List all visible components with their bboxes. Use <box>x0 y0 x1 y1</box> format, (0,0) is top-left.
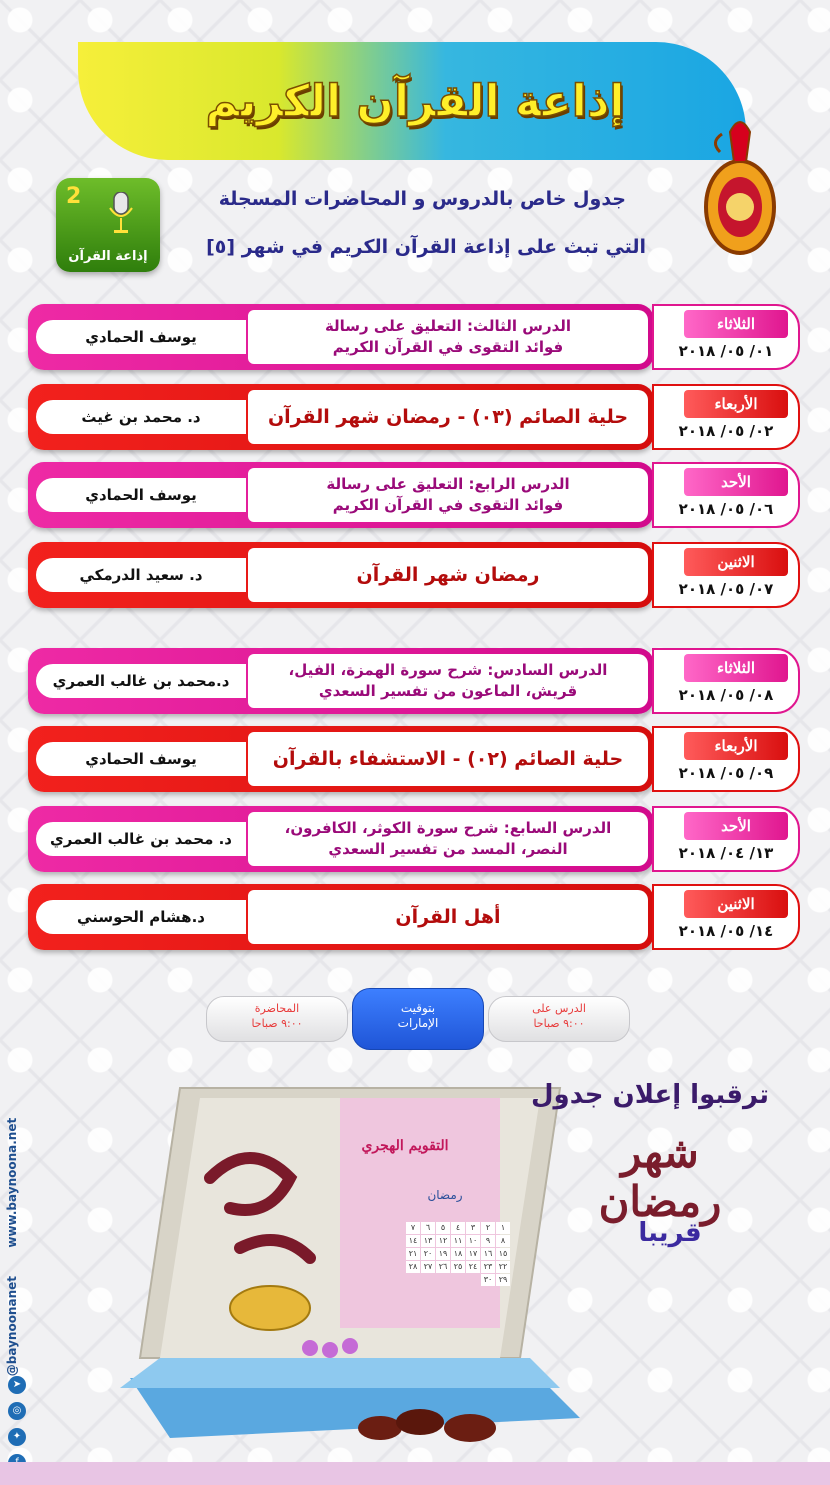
topic-line: فوائد التقوى في القرآن الكريم <box>332 496 564 514</box>
day-name: الثلاثاء <box>684 654 788 682</box>
topic-line: حلية الصائم (٠٣) - رمضان شهر القرآن <box>267 405 629 428</box>
lesson-topic <box>248 654 648 708</box>
day-name: الثلاثاء <box>684 310 788 338</box>
speaker-name: د.محمد بن غالب العمري <box>36 664 246 698</box>
topic-line: فوائد التقوى في القرآن الكريم <box>332 338 564 356</box>
day-name: الاثنين <box>684 548 788 576</box>
day-name: الأربعاء <box>684 390 788 418</box>
calendar-day: ١٩ <box>436 1248 450 1260</box>
speaker-name: يوسف الحمادي <box>36 478 246 512</box>
calendar-day: ١٦ <box>481 1248 495 1260</box>
lesson-topic <box>248 390 648 444</box>
calendar-day: ٣ <box>466 1222 480 1234</box>
calendar-month: رمضان <box>427 1188 463 1202</box>
lesson-topic <box>248 310 648 364</box>
speaker-name: د. محمد بن غالب العمري <box>36 822 246 856</box>
subtitle-line-2: التي تبث على إذاعة القرآن الكريم في شهر [٥] <box>206 236 646 258</box>
topic-line: الدرس السابع: شرح سورة الكوثر، الكافرون، <box>284 819 612 837</box>
calendar-day: ٢ <box>481 1222 495 1234</box>
lesson-time: ٩:٠٠ صباحا <box>533 1017 585 1030</box>
calendar-day: ٢٣ <box>481 1261 495 1273</box>
calendar-day: ٥ <box>436 1222 450 1234</box>
schedule-row <box>28 304 800 370</box>
day-name: الأحد <box>684 812 788 840</box>
topic-line: الدرس السادس: شرح سورة الهمزة، الفيل، <box>288 661 608 679</box>
date: ٠٢/ ٠٥/ ٢٠١٨ <box>678 422 774 440</box>
day-box <box>652 304 800 370</box>
calendar-day: ١٠ <box>466 1235 480 1247</box>
calendar-illustration <box>120 1058 580 1448</box>
date: ٠١/ ٠٥/ ٢٠١٨ <box>678 342 774 360</box>
date: ٠٧/ ٠٥/ ٢٠١٨ <box>678 580 774 598</box>
lesson-topic <box>248 468 648 522</box>
calendar-day: ١٨ <box>451 1248 465 1260</box>
day-name: الاثنين <box>684 890 788 918</box>
calendar-day: ٢٧ <box>421 1261 435 1273</box>
day-name: الأحد <box>684 468 788 496</box>
calendar-day: ١٣ <box>421 1235 435 1247</box>
calendar-day: ٣٠ <box>481 1274 495 1286</box>
row-card <box>28 542 654 608</box>
row-card <box>28 648 654 714</box>
schedule-row <box>28 542 800 608</box>
calendar-day: ٤ <box>451 1222 465 1234</box>
date: ٠٩/ ٠٥/ ٢٠١٨ <box>678 764 774 782</box>
topic-line: رمضان شهر القرآن <box>356 563 540 586</box>
calendar-day: ٦ <box>421 1222 435 1234</box>
calendar-day: ٢٢ <box>496 1261 510 1273</box>
timezone-line-1: بتوقيت <box>400 1001 436 1015</box>
topic-line: حلية الصائم (٠٢) - الاستشفاء بالقرآن <box>272 747 624 770</box>
promo-line-3: قريبا <box>638 1218 702 1248</box>
day-name: الأربعاء <box>684 732 788 760</box>
lesson-topic <box>248 732 648 786</box>
schedule-row <box>28 726 800 792</box>
calendar-title: التقويم الهجري <box>361 1138 449 1154</box>
promo-line-1: ترقبوا إعلان جدول <box>531 1080 769 1110</box>
row-card <box>28 806 654 872</box>
lesson-topic <box>248 812 648 866</box>
lesson-topic <box>248 548 648 602</box>
timezone-pill <box>352 988 484 1050</box>
date: ٠٨/ ٠٥/ ٢٠١٨ <box>678 686 774 704</box>
subtitle-line-1: جدول خاص بالدروس و المحاضرات المسجلة <box>218 188 626 210</box>
calendar-day: ٢٩ <box>496 1274 510 1286</box>
calendar-day: ٢٦ <box>436 1261 450 1273</box>
calendar-day: ٩ <box>481 1235 495 1247</box>
footer-bar <box>0 1462 830 1485</box>
speaker-name: د. محمد بن غيث <box>36 400 246 434</box>
schedule-row <box>28 648 800 714</box>
lecture-time: ٩:٠٠ صباحا <box>251 1017 303 1030</box>
lesson-label: الدرس على <box>532 1002 586 1015</box>
page-title: إذاعة القرآن الكريم <box>205 76 625 127</box>
schedule-row <box>28 462 800 528</box>
day-box <box>652 542 800 608</box>
promo-line-2: شهر رمضان <box>598 1128 722 1226</box>
day-box <box>652 726 800 792</box>
calendar-day: ١١ <box>451 1235 465 1247</box>
row-card <box>28 462 654 528</box>
date: ١٣/ ٠٤/ ٢٠١٨ <box>678 844 774 862</box>
topic-line: الدرس الرابع: التعليق على رسالة <box>326 475 570 493</box>
topic-line: النصر، المسد من تفسير السعدي <box>328 840 568 858</box>
speaker-name: د.هشام الحوسني <box>36 900 246 934</box>
lesson-topic <box>248 890 648 944</box>
calendar-day: ٢٨ <box>406 1261 420 1273</box>
row-card <box>28 384 654 450</box>
schedule-row <box>28 806 800 872</box>
topic-line: قريش، الماعون من تفسير السعدي <box>318 682 578 700</box>
day-box <box>652 462 800 528</box>
timezone-line-2: الإمارات <box>397 1016 439 1030</box>
speaker-name: د. سعيد الدرمكي <box>36 558 246 592</box>
row-card <box>28 726 654 792</box>
calendar-day: ٧ <box>406 1222 420 1234</box>
calendar-day: ١٤ <box>406 1235 420 1247</box>
calendar-day: ٢١ <box>406 1248 420 1260</box>
radio-logo-icon <box>700 112 778 264</box>
date: ١٤/ ٠٥/ ٢٠١٨ <box>678 922 774 940</box>
calendar-grid <box>410 1222 510 1286</box>
calendar-day: ١٥ <box>496 1248 510 1260</box>
calendar-day: ٢٤ <box>466 1261 480 1273</box>
topic-line: الدرس الثالث: التعليق على رسالة <box>324 317 572 335</box>
app-icon-label: إذاعة القرآن <box>68 249 148 264</box>
twitter-icon[interactable]: ✦ <box>8 1428 26 1446</box>
calendar-day: ١٧ <box>466 1248 480 1260</box>
calendar-day: ٨ <box>496 1235 510 1247</box>
speaker-name: يوسف الحمادي <box>36 742 246 776</box>
sidebar-website[interactable]: www.baynoona.net <box>5 1117 19 1248</box>
calendar-day: ٢٠ <box>421 1248 435 1260</box>
day-box <box>652 806 800 872</box>
schedule-row <box>28 384 800 450</box>
lecture-label: المحاضرة <box>254 1002 300 1015</box>
date: ٠٦/ ٠٥/ ٢٠١٨ <box>678 500 774 518</box>
row-card <box>28 884 654 950</box>
sidebar-handle: @baynoonanet <box>5 1276 19 1377</box>
calendar-day: ١٢ <box>436 1235 450 1247</box>
speaker-name: يوسف الحمادي <box>36 320 246 354</box>
lecture-time-pill <box>206 996 348 1042</box>
instagram-icon[interactable]: ◎ <box>8 1402 26 1420</box>
topic-line: أهل القرآن <box>395 905 501 928</box>
calendar-day: ٢٥ <box>451 1261 465 1273</box>
row-card <box>28 304 654 370</box>
day-box <box>652 884 800 950</box>
app-icon-number: 2 <box>66 184 82 209</box>
telegram-icon[interactable]: ➤ <box>8 1376 26 1394</box>
schedule-row <box>28 884 800 950</box>
day-box <box>652 648 800 714</box>
calendar-day: ١ <box>496 1222 510 1234</box>
lesson-time-pill <box>488 996 630 1042</box>
day-box <box>652 384 800 450</box>
